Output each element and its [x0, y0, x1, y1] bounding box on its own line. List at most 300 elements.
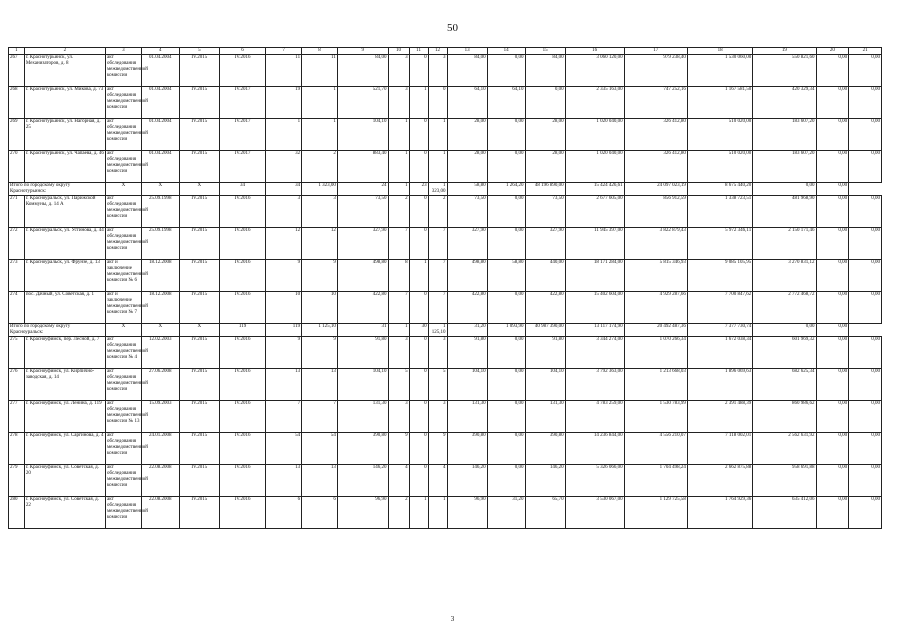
- address-cell: г. Красноуфимск, ул. Ленина, д. 119: [24, 401, 105, 433]
- value-cell: 4 929 287,66: [624, 292, 687, 324]
- period-cell: IV.2015: [179, 401, 219, 433]
- value-cell: 0,00: [816, 151, 849, 183]
- value-cell: 7: [302, 401, 338, 433]
- value-cell: 0,00: [849, 87, 882, 119]
- total-value-cell: 1 125,10: [428, 324, 447, 337]
- date-cell: 25.09.1998: [141, 228, 179, 260]
- value-cell: 0,00: [816, 119, 849, 151]
- period-cell: IV.2016: [219, 228, 265, 260]
- table-row: [9, 433, 882, 465]
- address-cell: г. Красноуфимск, пер. Лесной, д. 7: [24, 337, 105, 369]
- value-cell: 1 530 783,99: [624, 401, 687, 433]
- value-cell: 0,00: [487, 465, 525, 497]
- total-value-cell: X: [141, 183, 179, 196]
- value-cell: 1: [428, 151, 447, 183]
- total-value-cell: 1 323,00: [428, 183, 447, 196]
- value-cell: 0,00: [849, 292, 882, 324]
- total-value-cell: 1 125,10: [302, 324, 338, 337]
- value-cell: 104,10: [337, 369, 388, 401]
- column-number-cell: 19: [753, 48, 816, 55]
- value-cell: 13: [266, 465, 302, 497]
- value-cell: 1 338 723,51: [687, 196, 752, 228]
- date-cell: 01.04.2004: [141, 119, 179, 151]
- value-cell: 0,00: [816, 337, 849, 369]
- value-cell: 327,90: [447, 228, 487, 260]
- value-cell: 2: [388, 497, 409, 529]
- value-cell: 1 530 060,00: [687, 55, 752, 87]
- date-cell: 22.08.2008: [141, 497, 179, 529]
- column-number-cell: 13: [447, 48, 487, 55]
- value-cell: 3 270 831,12: [753, 260, 816, 292]
- value-cell: 11: [266, 55, 302, 87]
- housing-register-table: [8, 47, 882, 529]
- value-cell: 131,30: [525, 401, 565, 433]
- value-cell: 0,00: [849, 337, 882, 369]
- value-cell: 1 020 040,00: [565, 151, 624, 183]
- value-cell: 0: [409, 292, 428, 324]
- value-cell: 1 167 581,50: [687, 87, 752, 119]
- value-cell: 0,00: [816, 260, 849, 292]
- column-number-cell: 21: [849, 48, 882, 55]
- document-cell: акт обследования межведомственной комиссии № 4: [105, 337, 141, 369]
- value-cell: 422,80: [337, 292, 388, 324]
- total-value-cell: X: [179, 324, 219, 337]
- row-number-cell: 275: [9, 337, 25, 369]
- row-number-cell: 276: [9, 369, 25, 401]
- value-cell: 1: [266, 119, 302, 151]
- period-cell: IV.2017: [219, 87, 265, 119]
- value-cell: 1 129 725,58: [624, 497, 687, 529]
- value-cell: 54: [266, 433, 302, 465]
- value-cell: 4 556 210,07: [624, 433, 687, 465]
- value-cell: 65,70: [525, 497, 565, 529]
- value-cell: 1 213 668,03: [624, 369, 687, 401]
- value-cell: 883,40: [337, 151, 388, 183]
- column-number-cell: 2: [24, 48, 105, 55]
- value-cell: 0,00: [487, 119, 525, 151]
- period-cell: IV.2015: [179, 151, 219, 183]
- address-cell: г. Красноуфимск, ул. Советская, д. 22: [24, 497, 105, 529]
- value-cell: 146,20: [525, 465, 565, 497]
- value-cell: 1 020 040,00: [565, 119, 624, 151]
- address-cell: г. Краснотурьинск, ул. Нагорная, д. 25: [24, 119, 105, 151]
- period-cell: IV.2015: [179, 196, 219, 228]
- value-cell: 1: [302, 87, 338, 119]
- total-label: Итого по городскому округу Красноуральск:: [9, 324, 106, 337]
- total-value-cell: 34: [219, 183, 265, 196]
- period-cell: IV.2017: [219, 151, 265, 183]
- period-cell: IV.2016: [219, 433, 265, 465]
- value-cell: 8: [388, 260, 409, 292]
- table-row: [9, 337, 882, 369]
- row-number-cell: 271: [9, 196, 25, 228]
- value-cell: 498,80: [337, 260, 388, 292]
- table-row: [9, 260, 882, 292]
- value-cell: 0,00: [849, 119, 882, 151]
- value-cell: 12: [302, 228, 338, 260]
- value-cell: 1 704 498,24: [624, 465, 687, 497]
- value-cell: 11 945 397,00: [565, 228, 624, 260]
- value-cell: 9: [266, 337, 302, 369]
- value-cell: 2 150 171,46: [753, 228, 816, 260]
- value-cell: 7: [428, 228, 447, 260]
- value-cell: 14 236 844,00: [565, 433, 624, 465]
- value-cell: 3: [388, 55, 409, 87]
- value-cell: 510 020,00: [687, 151, 752, 183]
- value-cell: 1: [409, 87, 428, 119]
- column-number-cell: 15: [525, 48, 565, 55]
- period-cell: IV.2016: [219, 196, 265, 228]
- value-cell: 0: [409, 337, 428, 369]
- document-cell: акт обследования межведомственной комиссии: [105, 119, 141, 151]
- value-cell: 747 252,16: [624, 87, 687, 119]
- value-cell: 32: [266, 151, 302, 183]
- period-cell: IV.2017: [219, 119, 265, 151]
- value-cell: 2 562 631,92: [753, 433, 816, 465]
- value-cell: 0,00: [849, 497, 882, 529]
- column-number-cell: 5: [179, 48, 219, 55]
- value-cell: 104,10: [525, 369, 565, 401]
- value-cell: 4 783 259,00: [565, 401, 624, 433]
- value-cell: 104,10: [337, 119, 388, 151]
- value-cell: 326 412,80: [624, 151, 687, 183]
- value-cell: 10: [266, 292, 302, 324]
- value-cell: 0,00: [816, 465, 849, 497]
- value-cell: 0,00: [849, 465, 882, 497]
- period-cell: IV.2016: [219, 55, 265, 87]
- address-cell: г. Красноуральск, ул. Фрунзе, д. 13: [24, 260, 105, 292]
- value-cell: 0,00: [849, 369, 882, 401]
- value-cell: 0,00: [816, 228, 849, 260]
- value-cell: 0,00: [487, 369, 525, 401]
- address-cell: г. Красноуфимск, ул. Кирпично-заводская, д. 14: [24, 369, 105, 401]
- date-cell: 12.02.2003: [141, 337, 179, 369]
- total-value-cell: 48 196 890,00: [525, 183, 565, 196]
- value-cell: 0,00: [525, 87, 565, 119]
- value-cell: 2 772 468,72: [753, 292, 816, 324]
- value-cell: 146,20: [447, 465, 487, 497]
- value-cell: 390,80: [337, 433, 388, 465]
- value-cell: 0,00: [849, 401, 882, 433]
- date-cell: 22.08.2008: [141, 465, 179, 497]
- value-cell: 0,00: [487, 55, 525, 87]
- period-cell: IV.2015: [179, 292, 219, 324]
- address-cell: пос. Дачный, ул. Советская, д. 1: [24, 292, 105, 324]
- value-cell: 0: [409, 228, 428, 260]
- period-cell: IV.2015: [179, 260, 219, 292]
- value-cell: 64,10: [487, 87, 525, 119]
- total-value-cell: 30: [409, 324, 428, 337]
- column-number-cell: 20: [816, 48, 849, 55]
- value-cell: 7 118 002,01: [687, 433, 752, 465]
- value-cell: 3: [428, 401, 447, 433]
- total-value-cell: 1 264,20: [487, 183, 525, 196]
- total-value-cell: 1: [388, 183, 409, 196]
- value-cell: 96,90: [447, 497, 487, 529]
- value-cell: 146,20: [337, 465, 388, 497]
- column-number-cell: 3: [105, 48, 141, 55]
- column-number-row: [9, 48, 882, 55]
- value-cell: 28,00: [447, 151, 487, 183]
- value-cell: 73,50: [337, 196, 388, 228]
- table-row: [9, 497, 882, 529]
- period-cell: IV.2015: [179, 433, 219, 465]
- total-value-cell: 20 492 487,36: [624, 324, 687, 337]
- period-cell: IV.2016: [219, 497, 265, 529]
- value-cell: 11: [302, 55, 338, 87]
- table-row: [9, 228, 882, 260]
- table-row: [9, 87, 882, 119]
- document-cell: акт обследования межведомственной комиссии: [105, 433, 141, 465]
- address-cell: г. Красноуральск, ул. Устинова, д. 44: [24, 228, 105, 260]
- value-cell: 0,00: [816, 433, 849, 465]
- value-cell: 7: [388, 228, 409, 260]
- period-cell: IV.2016: [219, 337, 265, 369]
- value-cell: 1: [409, 260, 428, 292]
- value-cell: 1: [409, 497, 428, 529]
- period-cell: IV.2015: [179, 119, 219, 151]
- document-cell: акт обследования межведомственной комиссии: [105, 151, 141, 183]
- period-cell: IV.2016: [219, 292, 265, 324]
- value-cell: 1 896 069,63: [687, 369, 752, 401]
- total-label: Итого по городскому округу Краснотурьинск:: [9, 183, 106, 196]
- date-cell: 01.04.2004: [141, 55, 179, 87]
- total-value-cell: 0,00: [753, 324, 816, 337]
- value-cell: 2: [388, 196, 409, 228]
- value-cell: 7: [428, 260, 447, 292]
- document-cell: акт обследования межведомственной комиссии: [105, 228, 141, 260]
- value-cell: 5: [388, 369, 409, 401]
- value-cell: 0: [428, 87, 447, 119]
- value-cell: 0: [409, 401, 428, 433]
- value-cell: 131,30: [447, 401, 487, 433]
- value-cell: 481 968,90: [753, 196, 816, 228]
- column-number-cell: 10: [388, 48, 409, 55]
- value-cell: 0,00: [487, 401, 525, 433]
- column-number-cell: 1: [9, 48, 25, 55]
- value-cell: 2 662 875,88: [687, 465, 752, 497]
- value-cell: 19: [266, 87, 302, 119]
- value-cell: 326 412,80: [624, 119, 687, 151]
- total-value-cell: 23: [409, 183, 428, 196]
- value-cell: 12: [266, 228, 302, 260]
- total-row: [9, 183, 882, 196]
- value-cell: 4: [388, 465, 409, 497]
- value-cell: 0,00: [816, 196, 849, 228]
- value-cell: 390,80: [525, 433, 565, 465]
- period-cell: IV.2016: [219, 369, 265, 401]
- column-number-cell: 14: [487, 48, 525, 55]
- period-cell: IV.2015: [179, 337, 219, 369]
- table-row: [9, 55, 882, 87]
- value-cell: 84,00: [525, 55, 565, 87]
- value-cell: 6: [302, 497, 338, 529]
- value-cell: 91,80: [447, 337, 487, 369]
- value-cell: 2 335 163,00: [565, 87, 624, 119]
- value-cell: 327,90: [337, 228, 388, 260]
- value-cell: 1 070 266,34: [624, 337, 687, 369]
- value-cell: 440,00: [525, 260, 565, 292]
- address-cell: г. Краснотурьинск, ул. Чапаева, д. 46: [24, 151, 105, 183]
- address-cell: г. Краснотурьинск, ул. Микова, д. 73: [24, 87, 105, 119]
- value-cell: 28,00: [447, 119, 487, 151]
- value-cell: 183 607,20: [753, 151, 816, 183]
- total-value-cell: X: [105, 183, 141, 196]
- address-cell: г. Краснотурьинск, ул. Механизаторов, д. 8: [24, 55, 105, 87]
- value-cell: 7: [388, 292, 409, 324]
- column-number-cell: 9: [337, 48, 388, 55]
- value-cell: 1: [388, 119, 409, 151]
- value-cell: 183 607,20: [753, 119, 816, 151]
- value-cell: 13: [266, 369, 302, 401]
- value-cell: 0,00: [487, 292, 525, 324]
- column-number-cell: 11: [409, 48, 428, 55]
- value-cell: 3: [266, 196, 302, 228]
- document-cell: акт обследования межведомственной комиссии: [105, 196, 141, 228]
- value-cell: 0: [409, 369, 428, 401]
- value-cell: 0,00: [816, 401, 849, 433]
- value-cell: 3 792 363,00: [565, 369, 624, 401]
- table-row: [9, 196, 882, 228]
- value-cell: 64,10: [447, 87, 487, 119]
- row-number-cell: 277: [9, 401, 25, 433]
- row-number-cell: 279: [9, 465, 25, 497]
- value-cell: 2: [428, 196, 447, 228]
- period-cell: IV.2016: [219, 260, 265, 292]
- column-number-cell: 6: [219, 48, 265, 55]
- period-cell: IV.2015: [179, 497, 219, 529]
- total-value-cell: 1 323,00: [302, 183, 338, 196]
- value-cell: 860 986,62: [753, 401, 816, 433]
- total-value-cell: 24: [337, 183, 388, 196]
- date-cell: 15.09.2003: [141, 401, 179, 433]
- period-cell: IV.2016: [219, 401, 265, 433]
- total-value-cell: 34: [266, 183, 302, 196]
- address-cell: г. Красноуральск, ул. Парижской Коммуны, д. 14 А: [24, 196, 105, 228]
- total-value-cell: 119: [266, 324, 302, 337]
- value-cell: 9: [302, 337, 338, 369]
- value-cell: 3: [388, 87, 409, 119]
- value-cell: 0: [409, 465, 428, 497]
- value-cell: 1 764 929,36: [687, 497, 752, 529]
- total-value-cell: X: [105, 324, 141, 337]
- value-cell: 550 821,60: [753, 55, 816, 87]
- row-number-cell: 274: [9, 292, 25, 324]
- value-cell: 5: [428, 369, 447, 401]
- value-cell: 0: [409, 119, 428, 151]
- value-cell: 3 344 274,00: [565, 337, 624, 369]
- value-cell: 84,00: [447, 55, 487, 87]
- value-cell: 390,80: [447, 433, 487, 465]
- total-value-cell: 7 377 730,74: [687, 324, 752, 337]
- table-row: [9, 151, 882, 183]
- table-row: [9, 292, 882, 324]
- value-cell: 13: [302, 465, 338, 497]
- value-cell: 3: [428, 337, 447, 369]
- value-cell: 3: [388, 401, 409, 433]
- value-cell: 0,00: [816, 87, 849, 119]
- value-cell: 9: [428, 433, 447, 465]
- value-cell: 521,70: [337, 87, 388, 119]
- value-cell: 7 700 847,62: [687, 292, 752, 324]
- value-cell: 0,00: [849, 228, 882, 260]
- value-cell: 2 391 488,39: [687, 401, 752, 433]
- value-cell: 0,00: [816, 292, 849, 324]
- value-cell: 104,10: [447, 369, 487, 401]
- period-cell: IV.2015: [179, 87, 219, 119]
- value-cell: 0,00: [849, 151, 882, 183]
- value-cell: 9 085 105,95: [687, 260, 752, 292]
- value-cell: 96,90: [337, 497, 388, 529]
- value-cell: 601 969,32: [753, 337, 816, 369]
- value-cell: 979 238,40: [624, 55, 687, 87]
- value-cell: 5 972 346,11: [687, 228, 752, 260]
- period-cell: IV.2015: [179, 228, 219, 260]
- value-cell: 682 625,34: [753, 369, 816, 401]
- value-cell: 3: [428, 55, 447, 87]
- period-cell: IV.2015: [179, 55, 219, 87]
- value-cell: 54: [302, 433, 338, 465]
- total-value-cell: 13 117 174,90: [565, 324, 624, 337]
- value-cell: 9: [266, 260, 302, 292]
- date-cell: 18.12.2008: [141, 292, 179, 324]
- value-cell: 10: [302, 292, 338, 324]
- value-cell: 0,00: [816, 369, 849, 401]
- document-cell: акт и заключение межведомственной комиссии № 6: [105, 260, 141, 292]
- period-cell: IV.2016: [219, 465, 265, 497]
- date-cell: 01.04.2004: [141, 87, 179, 119]
- total-value-cell: 15 424 426,61: [565, 183, 624, 196]
- value-cell: 0,00: [849, 196, 882, 228]
- value-cell: 3 530 067,00: [565, 497, 624, 529]
- value-cell: 84,00: [337, 55, 388, 87]
- date-cell: 18.12.2008: [141, 260, 179, 292]
- value-cell: 18 171 284,00: [565, 260, 624, 292]
- value-cell: 9: [302, 260, 338, 292]
- value-cell: 91,80: [525, 337, 565, 369]
- table-body: [9, 48, 882, 529]
- value-cell: 7: [266, 401, 302, 433]
- value-cell: 0: [409, 151, 428, 183]
- document-cell: акт обследования межведомственной комиссии: [105, 369, 141, 401]
- value-cell: 0: [409, 55, 428, 87]
- value-cell: 0,00: [816, 497, 849, 529]
- date-cell: 24.01.2008: [141, 433, 179, 465]
- value-cell: 2: [302, 151, 338, 183]
- row-number-cell: 268: [9, 87, 25, 119]
- value-cell: 0: [409, 196, 428, 228]
- value-cell: 0,00: [487, 151, 525, 183]
- total-value-cell: 119: [219, 324, 265, 337]
- total-value-cell: 24 097 023,19: [624, 183, 687, 196]
- value-cell: 1: [388, 151, 409, 183]
- column-number-cell: 12: [428, 48, 447, 55]
- total-value-cell: 8 675 440,20: [687, 183, 752, 196]
- value-cell: 420 329,34: [753, 87, 816, 119]
- value-cell: 15 402 604,00: [565, 292, 624, 324]
- total-value-cell: 0,00: [816, 183, 849, 196]
- document-cell: акт обследования межведомственной комиссии: [105, 55, 141, 87]
- column-number-cell: 16: [565, 48, 624, 55]
- value-cell: 422,80: [525, 292, 565, 324]
- total-value-cell: 0,00: [753, 183, 816, 196]
- value-cell: 3: [388, 337, 409, 369]
- row-number-cell: 269: [9, 119, 25, 151]
- row-number-cell: 267: [9, 55, 25, 87]
- row-number-cell: 273: [9, 260, 25, 292]
- value-cell: 13: [302, 369, 338, 401]
- value-cell: 5 815 346,93: [624, 260, 687, 292]
